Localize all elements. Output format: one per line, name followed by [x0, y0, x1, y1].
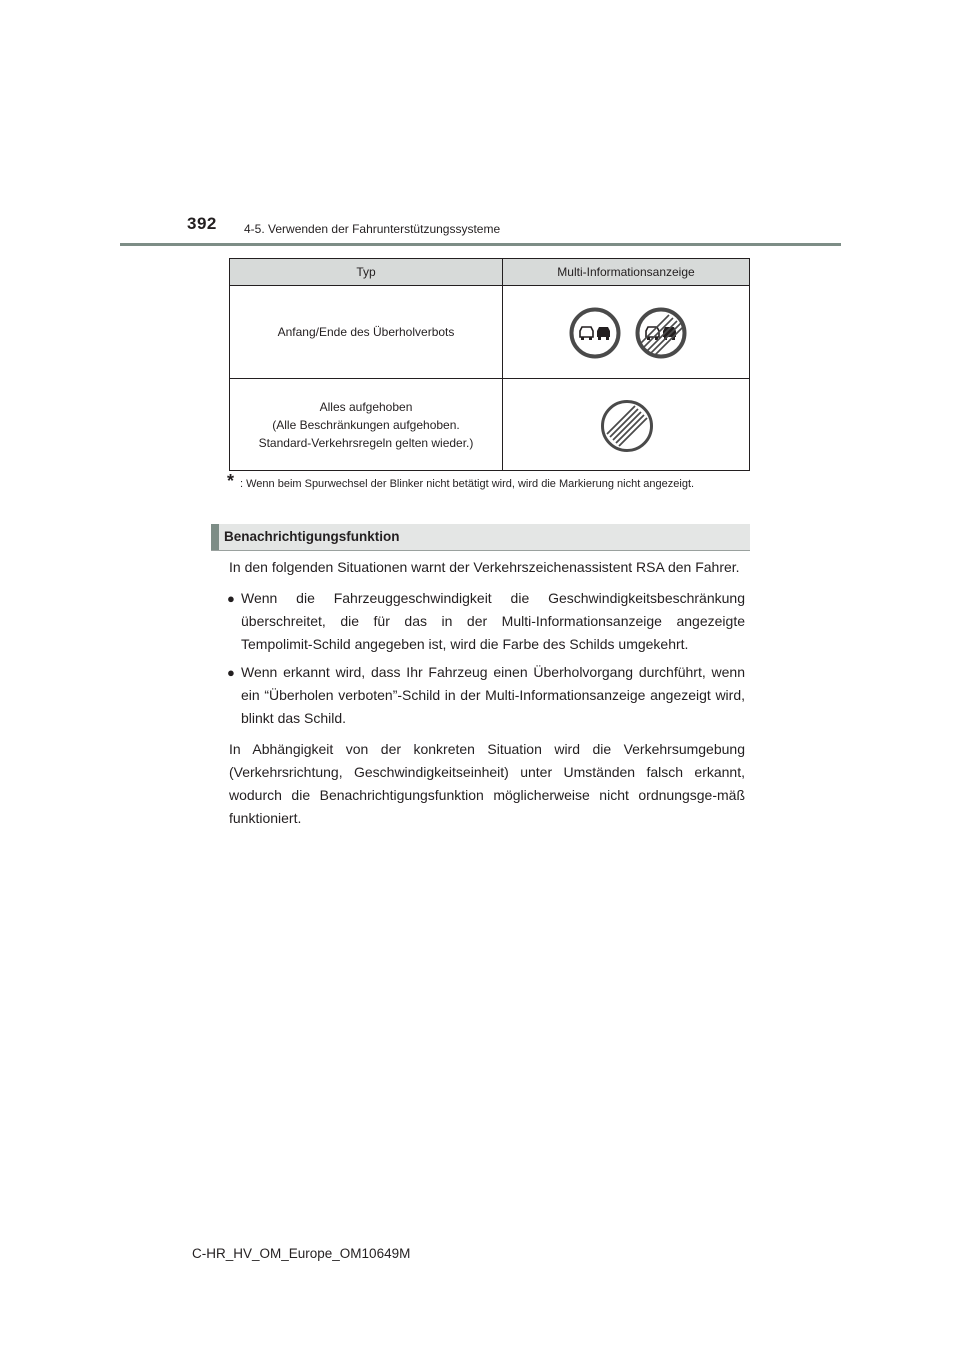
section-heading-bar [211, 524, 750, 551]
section-accent [211, 524, 219, 550]
display-cell [503, 286, 750, 379]
bullet-text: Wenn die Fahrzeuggeschwindigkeit die Geschwindigkeitsbeschränkung überschreitet, die für das in der Multi-Informationsanzeige angezeigte Tempolimit-Schild angegeben ist, wird die Farbe des Schilds umgekehrt. [241, 590, 745, 652]
page-number: 392 [187, 214, 217, 233]
bullet-dot-icon: ● [227, 665, 235, 680]
table-row [230, 379, 750, 471]
footnote-marker: * [227, 471, 235, 491]
section-title: Benachrichtigungsfunktion [224, 529, 400, 544]
type-label: Anfang/Ende des Überholverbots [277, 325, 455, 339]
column-header-display: Multi-Informationsanzeige [503, 259, 750, 286]
end-of-all-restrictions-sign-icon [600, 399, 654, 453]
list-item [229, 587, 745, 656]
sign-table [229, 258, 750, 471]
end-of-no-overtaking-sign-icon [635, 307, 687, 359]
footnote-text: : Wenn beim Spurwechsel der Blinker nicht betätigt wird, wird die Markierung nicht angezeigt. [240, 478, 695, 490]
header-rule [120, 243, 841, 246]
display-cell [503, 379, 750, 471]
intro-paragraph: In den folgenden Situationen warnt der Verkehrszeichenassistent RSA den Fahrer. [229, 559, 740, 575]
type-cell [230, 379, 503, 471]
table-row [230, 286, 750, 379]
document-id: C-HR_HV_OM_Europe_OM10649M [192, 1246, 411, 1261]
type-label-line-3: Standard-Verkehrsregeln gelten wieder.) [258, 435, 474, 450]
type-cell [230, 286, 503, 379]
table-header-row [230, 259, 750, 286]
no-overtaking-sign-icon [569, 307, 621, 359]
section-path: 4-5. Verwenden der Fahrunterstützungssysteme [244, 222, 501, 236]
section-body [229, 556, 745, 838]
bullet-text: Wenn erkannt wird, dass Ihr Fahrzeug einen Überholvorgang durchführt, wenn ein “Überholen verboten”-Schild in der Multi-Informationsanzeige angezeigt wird, blinkt das Schild. [241, 664, 745, 726]
footnote [227, 471, 745, 493]
list-item [229, 661, 745, 730]
type-label-line-1: Alles aufgehoben [319, 399, 413, 414]
column-header-type: Typ [230, 259, 503, 286]
bullet-dot-icon: ● [227, 591, 235, 606]
closing-paragraph: In Abhängigkeit von der konkreten Situation wird die Verkehrsumgebung (Verkehrsrichtung, Geschwindigkeitseinheit) unter Umständen falsch erkannt, wodurch die Benachrichtigungsfunktion möglicherweise nicht ordnungsge-mäß funktioniert. [229, 741, 745, 826]
type-label-line-2: (Alle Beschränkungen aufgehoben. [272, 417, 460, 432]
